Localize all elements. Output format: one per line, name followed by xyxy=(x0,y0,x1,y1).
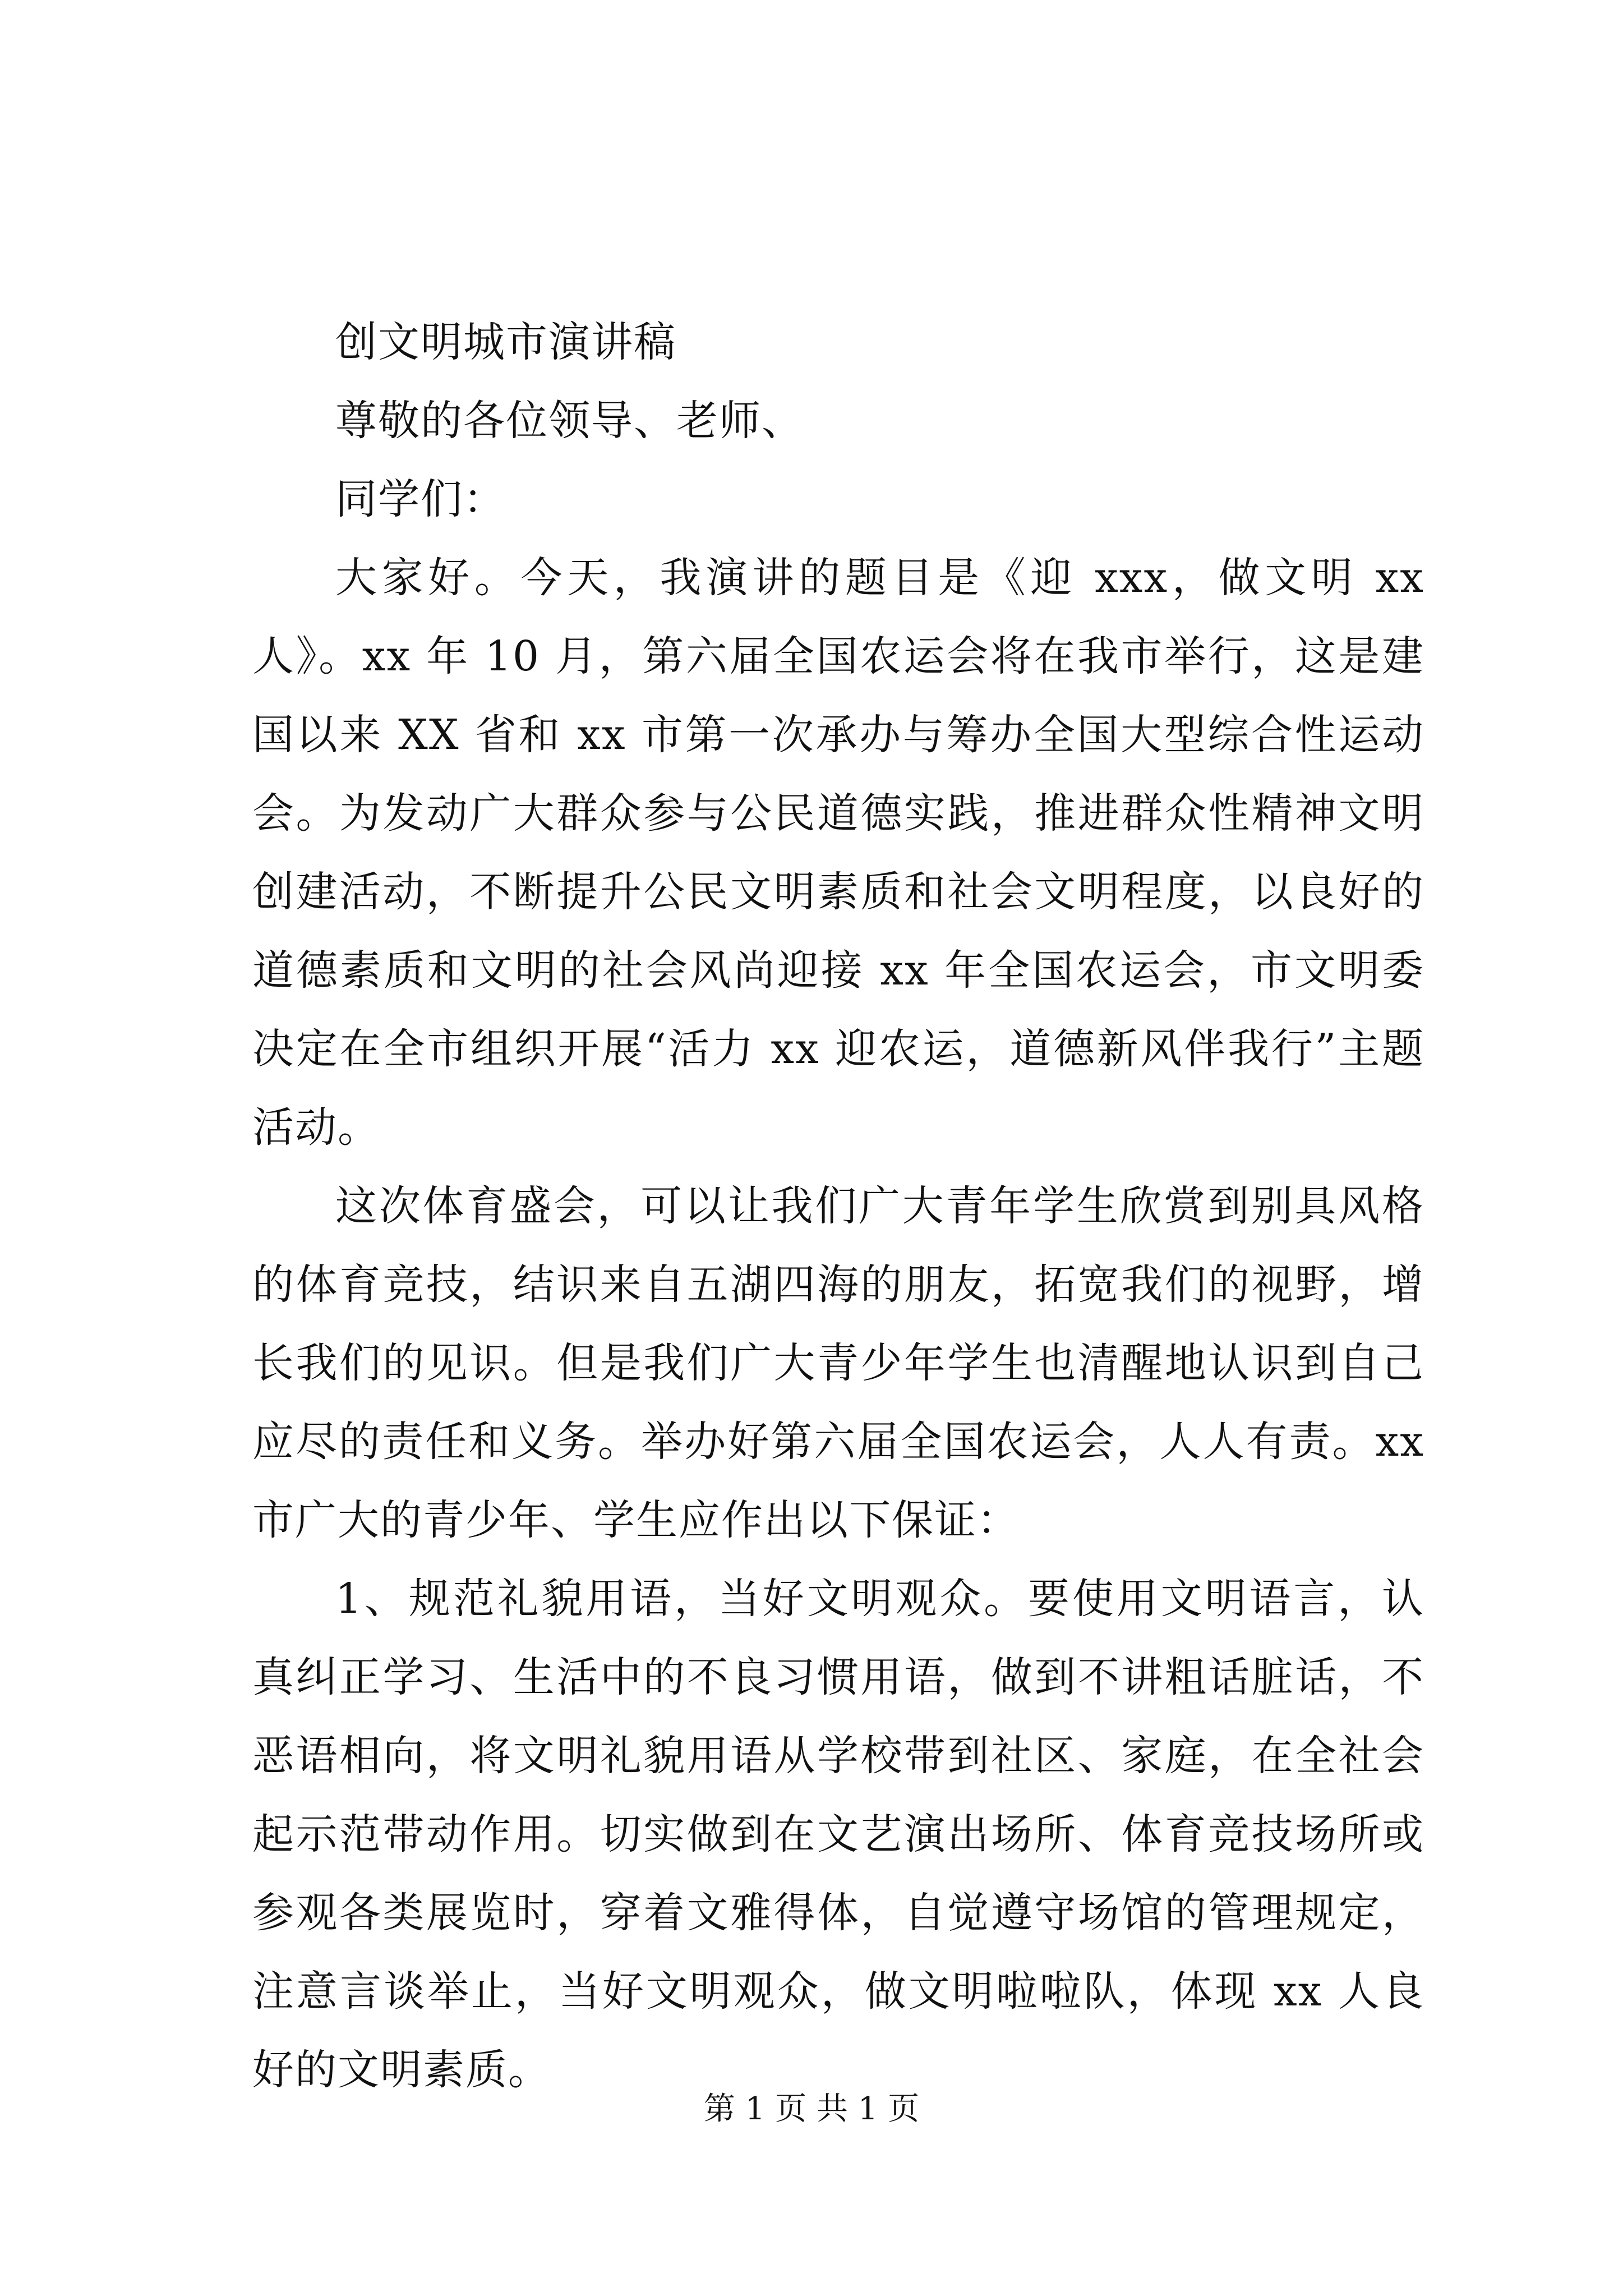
paragraph-intro: 大家好。今天，我演讲的题目是《迎 xxx，做文明 xx 人》。xx 年 10 月，第六届全国农运会将在我市举行，这是建国以来 XX 省和 xx 市第一次承办与筹办全国大型综合性运动会。为发动广大群众参与公民道德实践，推进群众性精神文明创建活动，不断提升公民文明素质和社会文明程度，以良好的道德素质和文明的社会风尚迎接 xx 年全国农运会，市文明委决定在全市组织开展“活力 xx 迎农运，道德新风伴我行”主题活动。 xyxy=(252,554,1424,1152)
salutation-line-2: 同学们： xyxy=(335,475,506,523)
paragraph-pledge-1: 1、规范礼貌用语，当好文明观众。要使用文明语言，认真纠正学习、生活中的不良习惯用语，做到不讲粗话脏话，不恶语相向，将文明礼貌用语从学校带到社区、家庭，在全社会起示范带动作用。切实做到在文艺演出场所、体育竞技场所或参观各类展览时，穿着文雅得体，自觉遵守场馆的管理规定，注意言谈举止，当好文明观众，做文明啦啦队，体现 xx 人良好的文明素质。 xyxy=(252,1575,1424,2094)
page-footer: 第 1 页 共 1 页 xyxy=(703,2091,920,2127)
document-title: 创文明城市演讲稿 xyxy=(335,318,676,366)
salutation-line-1: 尊敬的各位领导、老师、 xyxy=(335,397,804,445)
document-body xyxy=(252,303,1424,2109)
paragraph-sports-meet: 这次体育盛会，可以让我们广大青年学生欣赏到别具风格的体育竞技，结识来自五湖四海的朋友，拓宽我们的视野，增长我们的见识。但是我们广大青少年学生也清醒地认识到自己应尽的责任和义务。举办好第六届全国农运会，人人有责。xx 市广大的青少年、学生应作出以下保证： xyxy=(252,1182,1424,1544)
